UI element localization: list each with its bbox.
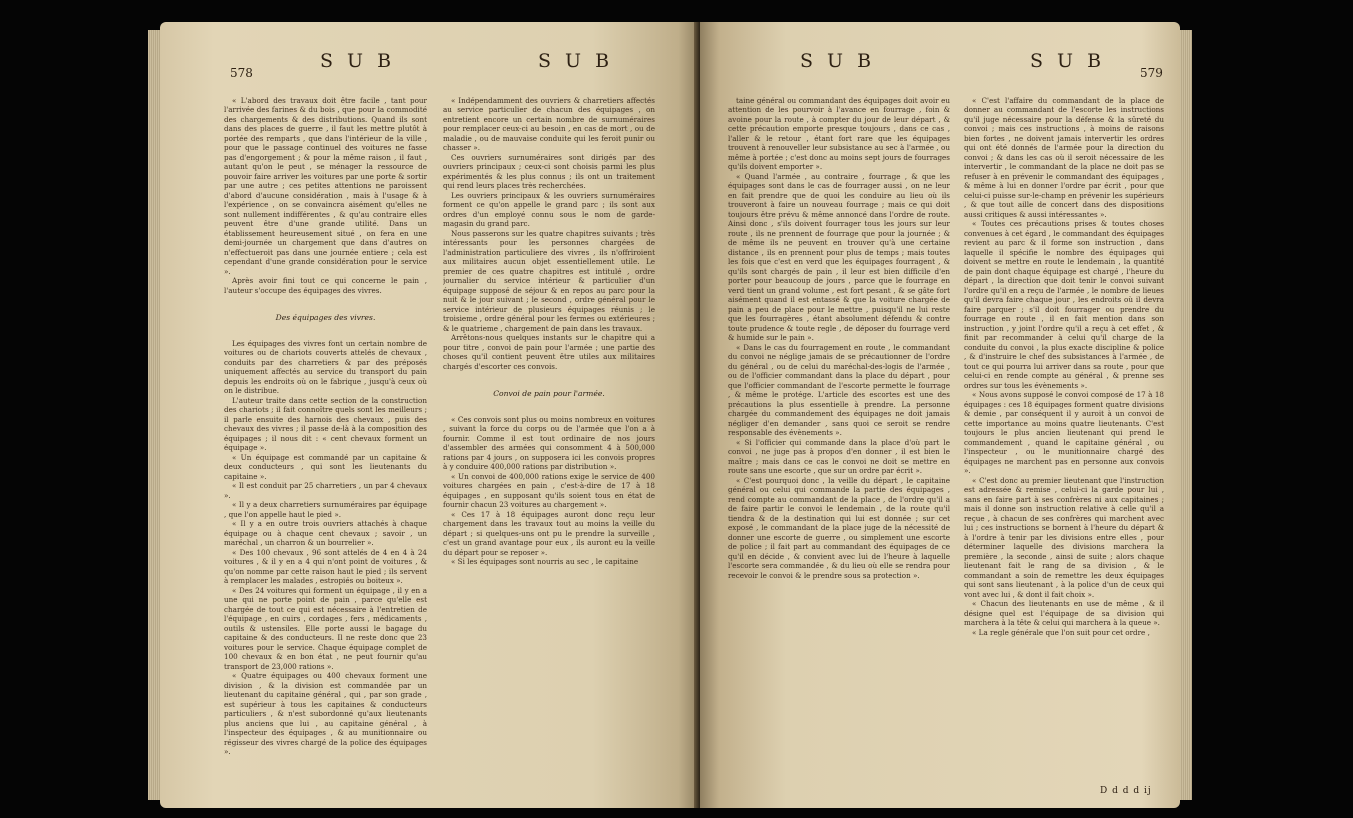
paragraph: Ces ouvriers surnuméraires sont dirigés par des ouvriers principaux ; ceux-ci sont choisis parmi les plus expérimentés & les plus connus ; ils ont un traitement qui rend leurs places très recherchées.	[443, 152, 655, 190]
left-column-1	[224, 86, 427, 806]
right-column-1-text	[728, 96, 950, 581]
paragraph: « Ces 17 à 18 équipages auront donc reçu leur chargement dans les travaux tout au moins la veille du départ ; si quelques-uns ont pu le prendre la surveille , c'est un grand avantage pour eux , ils auront eu la veille du départ pour se reposer ».	[443, 509, 655, 557]
paragraph: « Des 24 voitures qui forment un équipage , il y en a une qui ne porte point de pain , parce qu'elle est chargée de tout ce qui est nécessaire à l'entretien de l'équipage , en cuirs , cordages , fers , médicaments , outils & ustensiles. Elle porte aussi le bagage du capitaine & des conducteurs. Il ne reste donc que 23 voitures pour le service. Chaque équipage complet de 100 chevaux & en bon état , ne peut fournir qu'au transport de 23,000 rations ».	[224, 585, 427, 671]
paragraph: « Un convoi de 400,000 rations exige le service de 400 voitures chargées en pain , c'est-à-dire de 17 à 18 équipages , en supposant qu'ils soient tous en état de fournir chacun 23 voitures au chargement ».	[443, 471, 655, 509]
paragraph: Nous passerons sur les quatre chapitres suivants ; très intéressants pour les personnes chargées de l'administration particuliere des vivres , ils n'offriroient aux militaires aucun objet essentiellement utile. Le premier de ces quatre chapitres est intitulé , ordre journalier du service intérieur & particulier d'un équipage supposé de séjour & en repos au parc pour la nuit & le jour suivant ; le second , ordre général pour le service intérieur de plusieurs équipages réunis ; le troisieme , ordre général pour les fermes ou extérieures ; & le quatrieme , chargement de pain dans les travaux.	[443, 228, 655, 333]
paragraph: « Toutes ces précautions prises & toutes choses convenues à cet égard , le commandant des équipages revient au parc & il forme son instruction , dans laquelle il spécifie le nombre des équipages qui doivent se mettre en route le lendemain , la quantité de pain dont chaque équipage est chargé , l'heure du départ , la direction que doit tenir le convoi suivant l'ordre qu'il en a reçu de l'armée , le nombre de lieues qu'il devra faire chaque jour , les endroits où il devra faire parquer ; s'il doit fourrager ou prendre du fourrage en route , il en fait mention dans son instruction , y joint l'ordre qu'il a reçu à cet effet , & finit par recommander à celui qu'il charge de la conduite du convoi , la plus exacte discipline & police , & d'instruire le chef des subsistances à l'armée , de tout ce qui pourra lui arriver dans sa route , pour que celui-ci en rende compte au général , & prenne ses ordres sur tous les évènements ».	[964, 219, 1164, 390]
left-column-1-section-title: Des équipages des vivres.	[275, 312, 376, 322]
paragraph: « La regle générale que l'on suit pour cet ordre ,	[972, 627, 1150, 637]
left-column-2-section-title: Convoi de pain pour l'armée.	[493, 388, 605, 398]
left-column-2-text	[443, 96, 655, 372]
right-running-head-2: S U B	[1030, 50, 1106, 72]
paragraph: « Indépendamment des ouvriers & charretiers affectés au service particulier de chacun des équipages , on entretient encore un certain nombre de surnuméraires pour remplacer ceux-ci au besoin , en cas de mort , ou de maladie , ou de mauvaise conduite qui les feroit punir ou chasser ».	[443, 95, 655, 152]
paragraph: « Si les équipages sont nourris au sec , le capitaine	[451, 557, 639, 566]
paragraph: Les équipages des vivres font un certain nombre de voitures ou de chariots couverts attelés de chevaux , conduits par des charretiers & par des préposés uniquement affectés au service du transport du pain depuis les endroits où on le fabrique , jusqu'à ceux où on le distribue.	[224, 338, 427, 395]
paragraph: taine général ou commandant des équipages doit avoir eu attention de les pourvoir à l'avance en fourrage , foin & avoine pour la route , à compter du jour de leur départ , & cette précaution emporte presque toujours , dans ce cas , l'aller & le retour , étant fort rare que les équipages trouvent à renouveller leur subsistance au sec à l'armée , ou même à portée ; c'est donc au moins sept jours de fourrages qu'ils doivent emporter ».	[728, 95, 950, 171]
right-column-2	[964, 86, 1164, 786]
left-column-2-continued	[443, 415, 655, 567]
left-page	[160, 22, 700, 808]
paragraph: « C'est pourquoi donc , la veille du départ , le capitaine général ou celui qui commande la partie des équipages , rend compte au commandant de la place , de l'ordre qu'il a de faire partir le convoi le lendemain , de la route qu'il tiendra & de la destination qui lui est donnée ; sur cet exposé , le commandant de la place juge de la nécessité de donner une escorte de guerre , ou simplement une escorte de police ; il fait part au commandant des équipages de ce qu'il en décide , & convient avec lui de l'heure à laquelle l'escorte sera commandée , & du lieu où elle se rendra pour recevoir le convoi & le prendre sous sa protection ».	[728, 475, 950, 580]
signature-mark: D d d d ij	[1100, 786, 1152, 796]
paragraph: « Dans le cas du fourragement en route , le commandant du convoi ne néglige jamais de se précautionner de l'ordre du général , ou de celui du maréchal-des-logis de l'armée , ou de l'officier commandant dans la place du départ , pour que l'officier commandant de l'escorte permette le fourrage , & même le protége. L'article des escortes est une des précautions la plus essentielle à prendre. La personne chargée du commandement des équipages ne doit jamais négliger d'en demander , sans quoi ce seroit se rendre responsable des évènements ».	[728, 342, 950, 437]
paragraph: « Un équipage est commandé par un capitaine & deux conducteurs , qui sont les lieutenants du capitaine ».	[224, 452, 427, 481]
paragraph: « Quand l'armée , au contraire , fourrage , & que les équipages sont dans le cas de fourrager aussi , on ne leur en fait prendre que de quoi les conduire au lieu où ils trouveront à faire un nouveau fourrage ; mais ce qui doit toujours être prévu & même annoncé dans l'ordre de route. Ainsi donc , s'ils doivent fourrager tous les jours sur leur route , ils ne prennent de fourrage que pour la journée ; & de même ils ne peuvent en trouver qu'à une certaine distance , ils en prennent pour plus de temps ; mais toutes les fois que c'est en verd que les équipages fourragent , & qu'ils sont chargés de pain , il leur est bien difficile d'en porter pour beaucoup de jours , parce que le fourrage en verd tient un grand volume , est fort pesant , & se gâte fort aisément quand il est entassé & que la voiture chargée de pain a peu de place pour le mettre , puisqu'il ne lui reste que les fourragères , étant absolument défendu & contre toute prudence & toute regle , de déposer du fourrage verd & humide sur le pain ».	[728, 171, 950, 342]
paragraph: « Ces convois sont plus ou moins nombreux en voitures , suivant la force du corps ou de l'armée que l'on a à fournir. Comme il est tout ordinaire de nos jours d'assembler des armées qui consomment 4 à 500,000 rations par 4 jours , on supposera ici les convois propres à y conduire 400,000 rations par distribution ».	[443, 414, 655, 471]
left-column-1-text	[224, 96, 427, 296]
paragraph: Les ouvriers principaux & les ouvriers surnuméraires forment ce qu'on appelle le grand parc ; ils sont aux ordres d'un employé connu sous le nom de garde-magasin du grand parc.	[443, 190, 655, 228]
paragraph: « Il est conduit par 25 charretiers , un par 4 chevaux ».	[224, 481, 427, 500]
right-column-1	[728, 86, 950, 806]
paragraph: « Si l'officier qui commande dans la place d'où part le convoi , ne juge pas à propos d'en donner , il est bien le maître ; mais dans ce cas le convoi ne doit se mettre en route sans une escorte , que sur un ordre par écrit ».	[728, 437, 950, 475]
left-page-number: 578	[230, 66, 253, 80]
paragraph: « Quatre équipages ou 400 chevaux forment une division , & la division est commandée par un lieutenant du capitaine général , qui , par son grade , est supérieur à tous les capitaines & conducteurs particuliers , & n'est subordonné qu'aux lieutenants plus anciens que lui , au capitaine général , à l'inspecteur des équipages , & au munitionnaire ou régisseur des vivres chargé de la police des équipages ».	[224, 671, 427, 756]
left-running-head-1: S U B	[320, 50, 396, 72]
right-page-edges	[1178, 30, 1192, 800]
paragraph: « Nous avons supposé le convoi composé de 17 à 18 équipages : ces 18 équipages forment quatre divisions & demie , par conséquent il y auroit à un convoi de cette importance au moins quatre lieutenants. C'est toujours le plus ancien lieutenant qui prend le commandement , quand le capitaine général , ou l'inspecteur , ou le munitionnaire chargé des équipages ne marchent pas en personne aux convois ».	[964, 390, 1164, 475]
right-column-2-text	[964, 96, 1164, 638]
paragraph: Arrêtons-nous quelques instants sur le chapitre qui a pour titre , convoi de pain pour l'armée ; une partie des choses qu'il contient peuvent être utiles aux militaires chargés d'escorter ces convois.	[443, 333, 655, 371]
left-running-head-2: S U B	[538, 50, 614, 72]
paragraph: « C'est l'affaire du commandant de la place de donner au commandant de l'escorte les instructions qu'il juge nécessaire pour la défense & la sûreté du convoi ; mais ces instructions , à moins de raisons bien fortes , ne doivent jamais intervertir les ordres qui ont été donnés de l'armée pour la direction du convoi ; & dans les cas où il seroit nécessaire de les intervertir , le commandant de la place ne doit pas se refuser à en prévenir le commandant des équipages , & même à lui en donner l'ordre par écrit , pour que celui-ci puisse sur-le-champ en prévenir les supérieurs , & que tout aille de concert dans des dispositions aussi critiques & aussi intéressantes ».	[964, 95, 1164, 219]
paragraph: « Il y a en outre trois ouvriers attachés à chaque équipage ou à chaque cent chevaux ; savoir , un maréchal , un charron & un bourrelier ».	[224, 519, 427, 547]
left-column-2	[443, 86, 655, 806]
paragraph: « Des 100 chevaux , 96 sont attelés de 4 en 4 à 24 voitures , & il y en a 4 qui n'ont point de voitures , & qu'on nomme par cette raison haut le pied ; ils servent à remplacer les malades , estropiés ou boiteux ».	[224, 547, 427, 585]
paragraph: L'auteur traite dans cette section de la construction des chariots ; il fait connoître quels sont les meilleurs ; il parle ensuite des harnois des chevaux , puis des chevaux des vivres ; il passe de-là à la composition des équipages ; il nous dit : « cent chevaux forment un équipage ».	[224, 395, 427, 452]
left-column-1-continued	[224, 339, 427, 757]
paragraph: « L'abord des travaux doit être facile , tant pour l'arrivée des farines & du bois , que pour la commodité des chargements & des distributions. Quand ils sont dans des places de guerre , il faut les mettre plutôt à portée des remparts , que dans l'intérieur de la ville , pour que le passage continuel des voitures ne fasse pas d'engorgement ; & pour la même raison , il faut , autant qu'on le peut , se ménager la ressource de pouvoir faire arriver les voitures par une porte & sortir par une autre ; ces petites attentions ne paroissent d'abord d'aucune considération , mais à l'usage & à l'expérience , on se convaincra aisément qu'elles ne sont nullement indifférentes , & qu'au contraire elles peuvent être d'une grande utilité. Dans un établissement heureusement situé , on fera en une demi-journée un chargement que dans d'autres on n'effectueroit pas dans une journée entiere ; cela est cependant d'une grande considération pour le service ».	[224, 95, 427, 276]
right-page-number: 579	[1140, 66, 1163, 80]
paragraph: « C'est donc au premier lieutenant que l'instruction est adressée & remise , celui-ci la garde pour lui , sans en faire part à ses confrères ni aux capitaines ; mais il donne son instruction relative à celle qu'il a reçue , à chacun de ses confrères qui marchent avec lui ; ces instructions se bornent à l'heure du départ & à l'ordre à tenir par les divisions entre elles , pour déterminer laquelle des divisions marchera la première , la seconde , ainsi de suite ; alors chaque lieutenant fait le rang de sa division , & le commandant a soin de remettre les deux équipages qui sont sans lieutenant , à la police d'un de ceux qui vont avec lui , & dont il fait choix ».	[964, 475, 1164, 599]
paragraph: Après avoir fini tout ce qui concerne le pain , l'auteur s'occupe des équipages des vivres.	[224, 276, 427, 295]
paragraph: « Chacun des lieutenants en use de même , & il désigne quel est l'équipage de sa division qui marchera à la tête & celui qui marchera à la queue ».	[964, 599, 1164, 627]
paragraph: « Il y a deux charretiers surnuméraires par équipage , que l'on appelle haut le pied ».	[224, 500, 427, 519]
right-page	[700, 22, 1180, 808]
right-running-head-1: S U B	[800, 50, 876, 72]
